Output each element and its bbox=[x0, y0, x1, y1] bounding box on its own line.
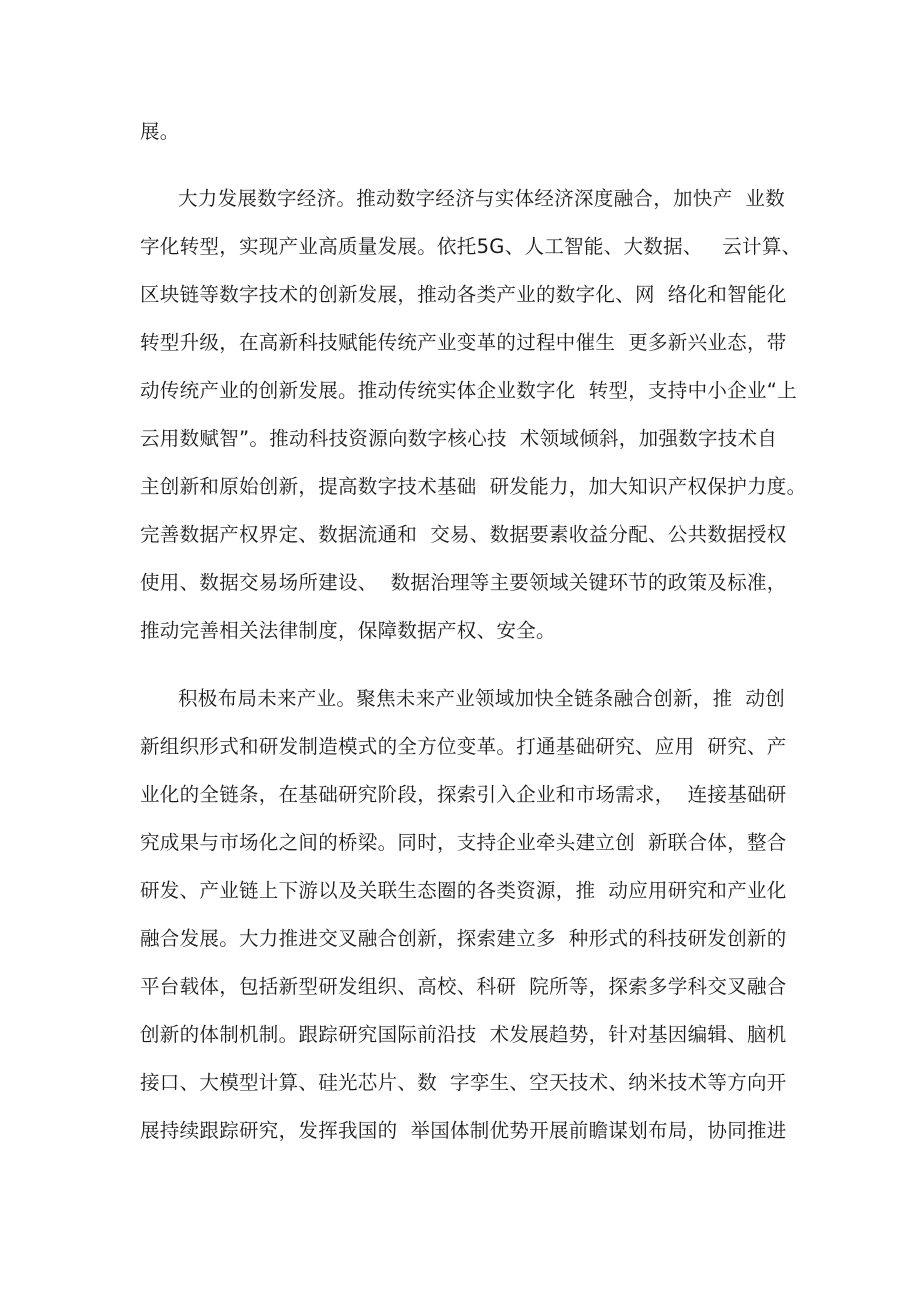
paragraph-3-line-6: 融合发展。大力推进交叉融合创新，探索建立多 种形式的科技研发创新的 bbox=[140, 927, 787, 950]
paragraph-2-line-10: 推动完善相关法律制度，保障数据产权、安全。 bbox=[140, 619, 556, 642]
paragraph-2-line-3: 区块链等数字技术的创新发展，推动各类产业的数字化、网 络化和智能化 bbox=[140, 283, 787, 306]
paragraph-1-line-1: 展。 bbox=[140, 120, 180, 143]
paragraph-2-line-6: 云用数赋智”。推动科技资源向数字核心技 术领域倾斜，加强数字技术自 bbox=[140, 427, 778, 450]
paragraph-2-line-8: 完善数据产权界定、数据流通和 交易、数据要素收益分配、公共数据授权 bbox=[140, 523, 787, 546]
paragraph-2-line-2: 字化转型，实现产业高质量发展。依托5G、人工智能、大数据、 云计算、 bbox=[140, 235, 802, 258]
paragraph-3-line-3: 业化的全链条，在基础研究阶段，探索引入企业和市场需求， 连接基础研 bbox=[140, 783, 787, 806]
paragraph-3-line-10: 展持续跟踪研究，发挥我国的 举国体制优势开展前瞻谋划布局，协同推进 bbox=[140, 1119, 787, 1142]
paragraph-3-line-1: 积极布局未来产业。聚焦未来产业领域加快全链条融合创新，推 动创 bbox=[178, 687, 785, 710]
paragraph-2-line-4: 转型升级，在高新科技赋能传统产业变革的过程中催生 更多新兴业态，带 bbox=[140, 331, 787, 354]
paragraph-2-line-1: 大力发展数字经济。推动数字经济与实体经济深度融合，加快产 业数 bbox=[178, 187, 785, 210]
paragraph-3-line-5: 研发、产业链上下游以及关联生态圈的各类资源，推 动应用研究和产业化 bbox=[140, 879, 787, 902]
paragraph-3-line-2: 新组织形式和研发制造模式的全方位变革。打通基础研究、应用 研究、产 bbox=[140, 735, 787, 758]
paragraph-2-line-7: 主创新和原始创新，提高数字技术基础 研发能力，加大知识产权保护力度。 bbox=[140, 475, 807, 498]
paragraph-3-line-9: 接口、大模型计算、硅光芯片、数 字孪生、空天技术、纳米技术等方向开 bbox=[140, 1071, 787, 1094]
paragraph-3-line-8: 创新的体制机制。跟踪研究国际前沿技 术发展趋势，针对基因编辑、脑机 bbox=[140, 1023, 787, 1046]
paragraph-2-line-9: 使用、数据交易场所建设、 数据治理等主要领域关键环节的政策及标准， bbox=[140, 571, 787, 594]
paragraph-3-line-4: 究成果与市场化之间的桥梁。同时，支持企业牵头建立创 新联合体，整合 bbox=[140, 831, 787, 854]
paragraph-2-line-5: 动传统产业的创新发展。推动传统实体企业数字化 转型，支持中小企业“上 bbox=[140, 379, 797, 402]
paragraph-3-line-7: 平台载体，包括新型研发组织、高校、科研 院所等，探索多学科交叉融合 bbox=[140, 975, 787, 998]
